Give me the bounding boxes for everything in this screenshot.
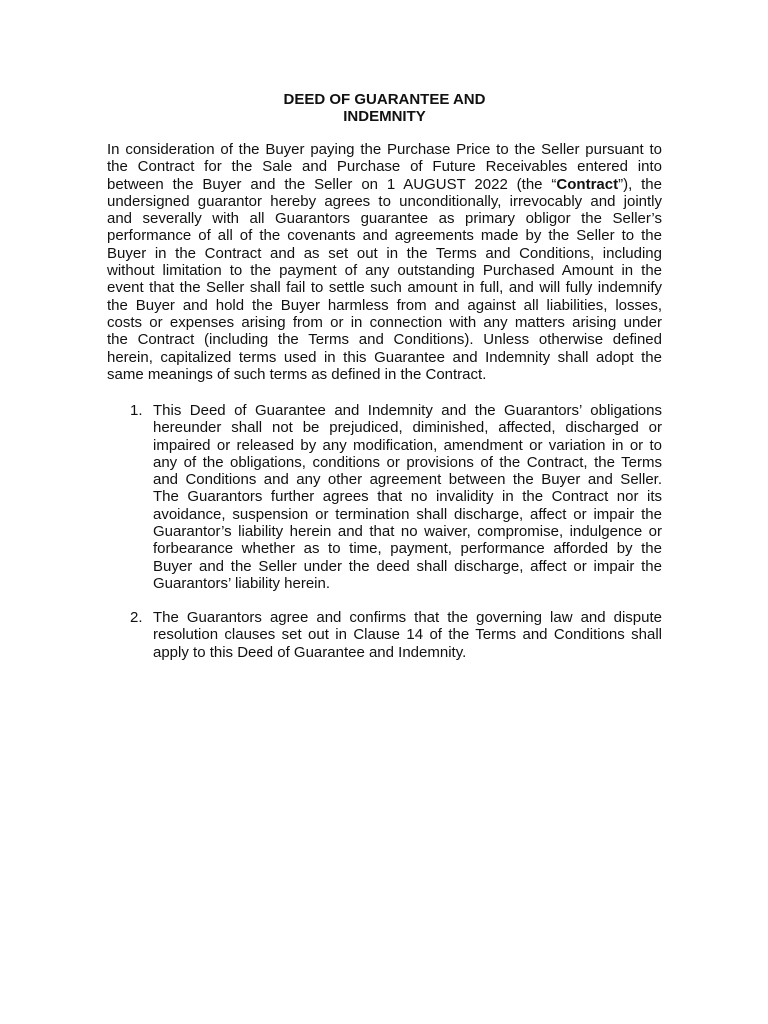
intro-line: herein, capitalized terms used in this Guarantee and Indemnity shall adopt the bbox=[107, 348, 662, 366]
clause-line: resolution clauses set out in Clause 14 of the Terms and Conditions shall bbox=[153, 626, 662, 644]
clause-line: avoidance, suspension or termination shall discharge, affect or impair the bbox=[153, 505, 662, 523]
intro-line: the Buyer and hold the Buyer harmless from and against all liabilities, losses, bbox=[107, 296, 662, 314]
intro-line: the Contract for the Sale and Purchase of Future Receivables entered into bbox=[107, 158, 662, 176]
intro-line: Buyer in the Contract and as set out in the Terms and Conditions, including bbox=[107, 244, 662, 262]
clause-line: any of the obligations, conditions or provisions of the Contract, the Terms bbox=[153, 453, 662, 471]
intro-line: In consideration of the Buyer paying the Purchase Price to the Seller pursuant to bbox=[107, 141, 662, 158]
clause-line: Guarantor’s liability herein and that no waiver, compromise, indulgence or bbox=[153, 523, 662, 541]
intro-line: same meanings of such terms as defined in the Contract. bbox=[107, 365, 487, 383]
intro-line: costs or expenses arising from or in connection with any matters arising under bbox=[107, 313, 662, 331]
intro-paragraph bbox=[107, 141, 662, 383]
clause-line: impaired or released by any modification, amendment or variation in or to bbox=[153, 436, 662, 454]
line-segment: between the Buyer and the Seller on 1 AUGUST 2022 (the “ bbox=[107, 175, 557, 193]
intro-line: event that the Seller shall fail to settle such amount in full, and will fully indemnify bbox=[107, 279, 662, 297]
intro-line bbox=[107, 176, 662, 193]
title-line: INDEMNITY bbox=[343, 108, 426, 126]
clause-line: Guarantors’ liability herein. bbox=[153, 574, 331, 592]
intro-line: without limitation to the payment of any outstanding Purchased Amount in the bbox=[107, 262, 662, 280]
line-segment: ”), the bbox=[618, 175, 662, 193]
clause-text bbox=[153, 609, 662, 661]
clause-line: and Conditions and any other agreement between the Buyer and Seller. bbox=[153, 471, 662, 489]
clause-number: 1. bbox=[130, 402, 143, 419]
intro-line: undersigned guarantor hereby agrees to unconditionally, irrevocably and jointly bbox=[107, 192, 662, 210]
document-title bbox=[107, 91, 662, 126]
clause-line: Buyer and the Seller under the deed shall discharge, affect or impair the bbox=[153, 557, 662, 575]
clause-line: forbearance whether as to time, payment, performance afforded by the bbox=[153, 540, 662, 558]
intro-line: the Contract (including the Terms and Conditions). Unless otherwise defined bbox=[107, 331, 662, 349]
clause-line: This Deed of Guarantee and Indemnity and the Guarantors’ obligations bbox=[153, 402, 662, 419]
title-line: DEED OF GUARANTEE AND bbox=[283, 91, 486, 108]
intro-line: and severally with all Guarantors guarantee as primary obligor the Seller’s bbox=[107, 210, 662, 228]
clause-number: 2. bbox=[130, 609, 143, 626]
clause-line: hereunder shall not be prejudiced, diminished, affected, discharged or bbox=[153, 419, 662, 437]
clause-line: The Guarantors further agrees that no invalidity in the Contract nor its bbox=[153, 488, 662, 506]
clause-text bbox=[153, 402, 662, 592]
defined-term: Contract bbox=[556, 175, 619, 193]
clause-line: apply to this Deed of Guarantee and Indemnity. bbox=[153, 643, 467, 661]
intro-line: performance of all of the covenants and agreements made by the Seller to the bbox=[107, 227, 662, 245]
clause-line: The Guarantors agree and confirms that the governing law and dispute bbox=[153, 609, 662, 626]
